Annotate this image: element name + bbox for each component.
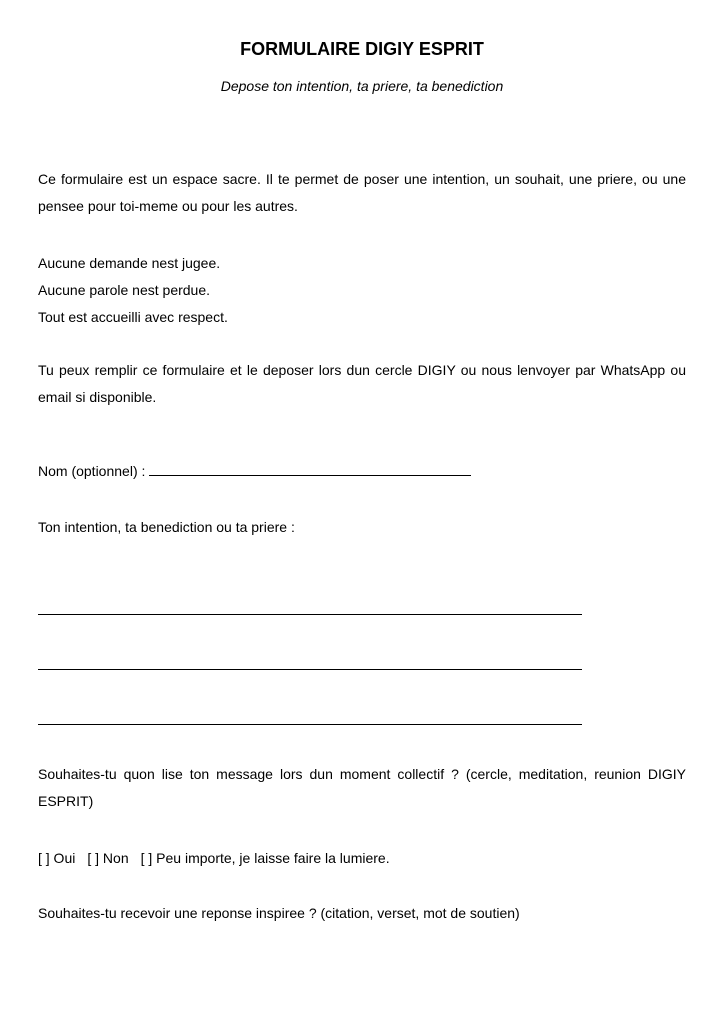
name-input-line[interactable]	[149, 463, 471, 476]
affirmation-line: Aucune parole nest perdue.	[38, 282, 211, 298]
affirmation-line: Aucune demande nest jugee.	[38, 255, 221, 271]
collective-question: Souhaites-tu quon lise ton message lors dun moment collectif ? (cercle, meditation, reunion DIGIY ESPRIT)	[38, 766, 686, 809]
intention-write-line[interactable]	[38, 614, 582, 615]
page-title: FORMULAIRE DIGIY ESPRIT	[240, 39, 484, 59]
affirmation-line: Tout est accueilli avec respect.	[38, 309, 228, 325]
intention-label: Ton intention, ta benediction ou ta priere :	[38, 519, 295, 535]
option-non[interactable]: [ ] Non	[87, 850, 129, 866]
intention-write-line[interactable]	[38, 669, 582, 670]
collective-options	[38, 849, 390, 867]
name-field-row	[38, 462, 471, 480]
submission-note: Tu peux remplir ce formulaire et le deposer lors dun cercle DIGIY ou nous lenvoyer par WhatsApp ou email si disponible.	[38, 362, 686, 405]
name-label: Nom (optionnel) :	[38, 463, 146, 479]
intention-write-line[interactable]	[38, 724, 582, 725]
option-oui[interactable]: [ ] Oui	[38, 850, 76, 866]
response-question: Souhaites-tu recevoir une reponse inspiree ? (citation, verset, mot de soutien)	[38, 905, 520, 921]
option-peu-importe[interactable]: [ ] Peu importe, je laisse faire la lumiere.	[140, 850, 390, 866]
page-subtitle: Depose ton intention, ta priere, ta benediction	[220, 78, 504, 94]
intro-paragraph: Ce formulaire est un espace sacre. Il te permet de poser une intention, un souhait, une priere, ou une pensee pour toi-meme ou pour les autres.	[38, 171, 686, 214]
